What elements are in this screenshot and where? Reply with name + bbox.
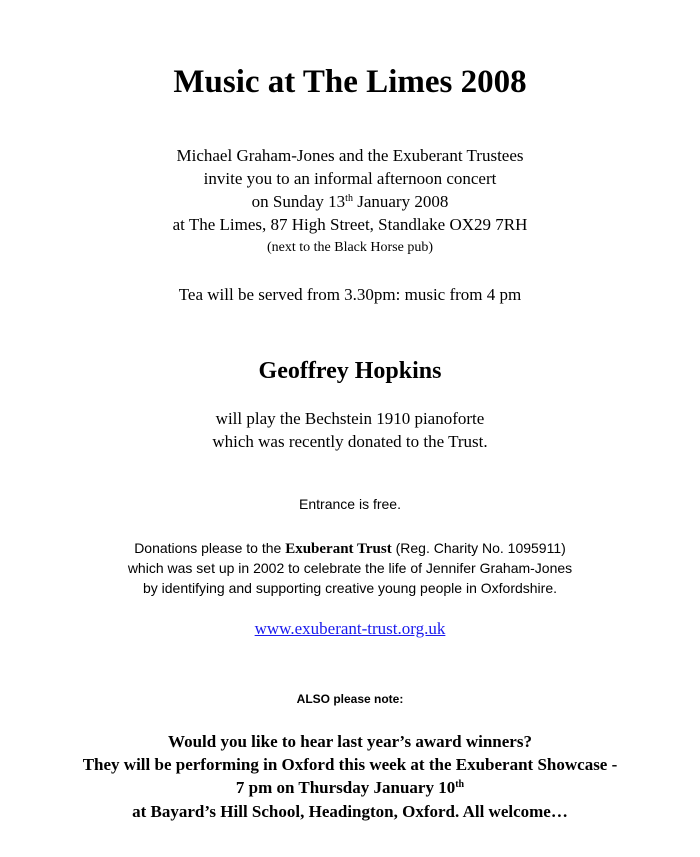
performer-line-donation: which was recently donated to the Trust. [212, 432, 488, 451]
donations-line-history: which was set up in 2002 to celebrate the life of Jennifer Graham-Jones [127, 560, 573, 576]
invitation-line-hosts: Michael Graham-Jones and the Exuberant Trustees [176, 146, 524, 165]
showcase-date-text: 7 pm on Thursday January 10 [235, 778, 456, 797]
donations-line-trust [0, 538, 700, 559]
donations-prefix: Donations please to the [134, 540, 286, 556]
donations-line-purpose: by identifying and supporting creative young people in Oxfordshire. [142, 580, 558, 596]
charity-number: (Reg. Charity No. 1095911) [391, 540, 566, 556]
showcase-line-event: They will be performing in Oxford this week at the Exuberant Showcase - [82, 755, 618, 774]
performer-line-instrument: will play the Bechstein 1910 pianoforte [215, 409, 485, 428]
website-link[interactable]: www.exuberant-trust.org.uk [254, 619, 446, 638]
trust-name: Exuberant Trust [285, 541, 392, 557]
page-title: Music at The Limes 2008 [173, 64, 527, 100]
tea-music-times: Tea will be served from 3.30pm: music from 4 pm [178, 285, 522, 304]
invitation-line-concert: invite you to an informal afternoon concert [203, 169, 497, 188]
performer-name: Geoffrey Hopkins [258, 358, 442, 384]
website-row [0, 618, 700, 640]
showcase-line-question: Would you like to hear last year’s award winners? [168, 732, 532, 751]
showcase-line-date [0, 777, 700, 799]
invitation-line-address: at The Limes, 87 High Street, Standlake OX29 7RH [172, 215, 528, 234]
date-month-year: January 2008 [352, 192, 449, 211]
invitation-line-landmark: (next to the Black Horse pub) [266, 240, 433, 255]
date-text: on Sunday 13 [251, 192, 346, 211]
showcase-line-venue: at Bayard’s Hill School, Headington, Oxford. All welcome… [132, 802, 568, 821]
date-ordinal: th [345, 193, 353, 204]
also-note-heading: ALSO please note: [296, 692, 404, 706]
invitation-line-date [0, 191, 700, 213]
entrance-note: Entrance is free. [299, 496, 401, 512]
showcase-date-ordinal: th [455, 779, 465, 790]
